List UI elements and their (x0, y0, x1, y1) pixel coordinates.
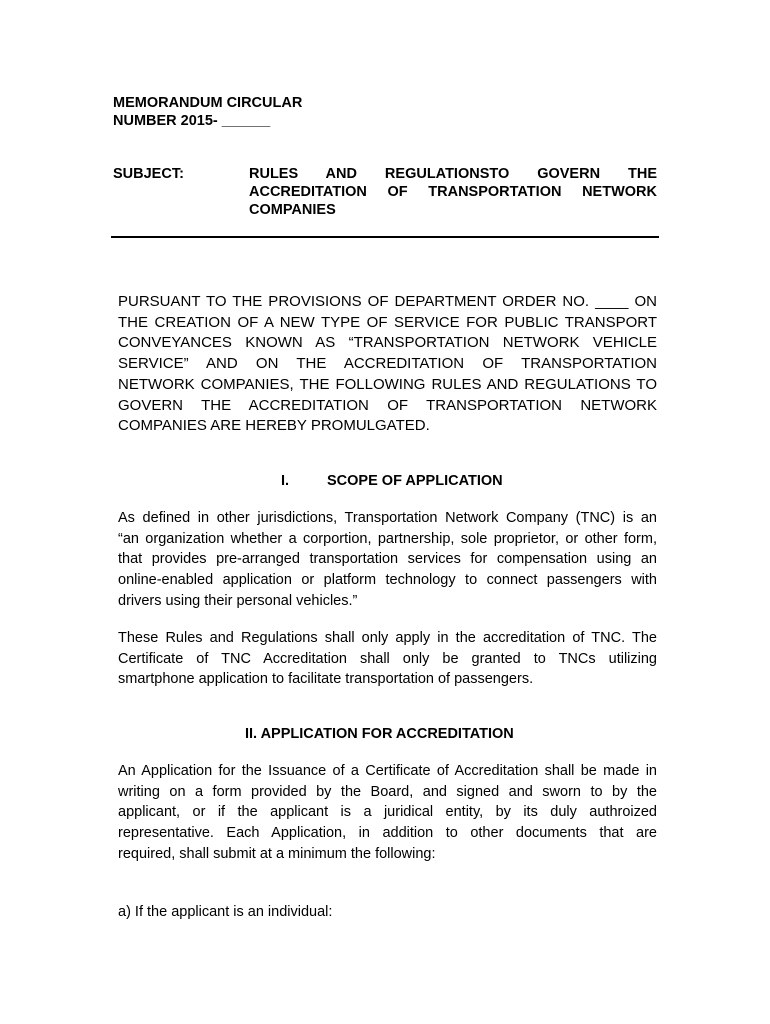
paragraph-line: drivers using their personal vehicles.” (118, 592, 358, 609)
paragraph-line: “an organization whether a corportion, partnership, sole proprietor, or other form, (118, 530, 657, 547)
tnc-definition-paragraph (118, 508, 657, 612)
preamble-line: COMPANIES ARE HEREBY PROMULGATED. (118, 417, 430, 435)
paragraph-line: Certificate of TNC Accreditation shall only be granted to TNCs utilizing (118, 650, 657, 667)
section-1-title: SCOPE OF APPLICATION (327, 473, 503, 489)
paragraph-line: As defined in other jurisdictions, Transportation Network Company (TNC) is an (118, 510, 657, 526)
preamble-line: THE CREATION OF A NEW TYPE OF SERVICE FOR PUBLIC TRANSPORT (118, 313, 657, 331)
memo-title: MEMORANDUM CIRCULAR (113, 95, 303, 111)
paragraph-line: writing on a form provided by the Board, and signed and sworn to by the (118, 783, 657, 800)
preamble-line: NETWORK COMPANIES, THE FOLLOWING RULES AND REGULATIONS TO (118, 375, 657, 393)
subject-line: RULES AND REGULATIONSTO GOVERN THE (249, 166, 657, 182)
application-paragraph (118, 761, 657, 865)
section-1-number: I. (281, 473, 290, 489)
subject-line: ACCREDITATION OF TRANSPORTATION NETWORK (249, 184, 657, 200)
header-divider (111, 236, 659, 238)
paragraph-line: that provides pre-arranged transportation services for compensation using an (118, 551, 657, 568)
memo-header (113, 94, 302, 130)
preamble-line: PURSUANT TO THE PROVISIONS OF DEPARTMENT ORDER NO. ____ ON (118, 293, 657, 310)
paragraph-line: representative. Each Application, in addition to other documents that are (118, 825, 657, 842)
section-2-title: II. APPLICATION FOR ACCREDITATION (245, 726, 514, 742)
paragraph-line: applicant, or if the applicant is a juridical entity, by its duly authroized (118, 804, 657, 821)
paragraph-line: smartphone application to facilitate transportation of passengers. (118, 671, 534, 688)
preamble-line: SERVICE” AND ON THE ACCREDITATION OF TRANSPORTATION (118, 355, 657, 373)
paragraph-line: These Rules and Regulations shall only apply in the accreditation of TNC. The (118, 630, 657, 646)
paragraph-line: online-enabled application or platform technology to connect passengers with (118, 572, 657, 589)
scope-rules-paragraph (118, 628, 657, 690)
preamble-line: CONVEYANCES KNOWN AS “TRANSPORTATION NETWORK VEHICLE (118, 334, 657, 352)
subject-text (249, 165, 657, 219)
list-item-a: a) If the applicant is an individual: (118, 904, 333, 920)
subject-line: COMPANIES (249, 202, 336, 218)
subject-label: SUBJECT: (113, 166, 184, 182)
preamble-paragraph (118, 292, 657, 437)
paragraph-line: required, shall submit at a minimum the following: (118, 845, 436, 862)
memo-number: NUMBER 2015- ______ (113, 113, 271, 129)
paragraph-line: An Application for the Issuance of a Certificate of Accreditation shall be made in (118, 763, 657, 779)
preamble-line: GOVERN THE ACCREDITATION OF TRANSPORTATION NETWORK (118, 396, 657, 414)
